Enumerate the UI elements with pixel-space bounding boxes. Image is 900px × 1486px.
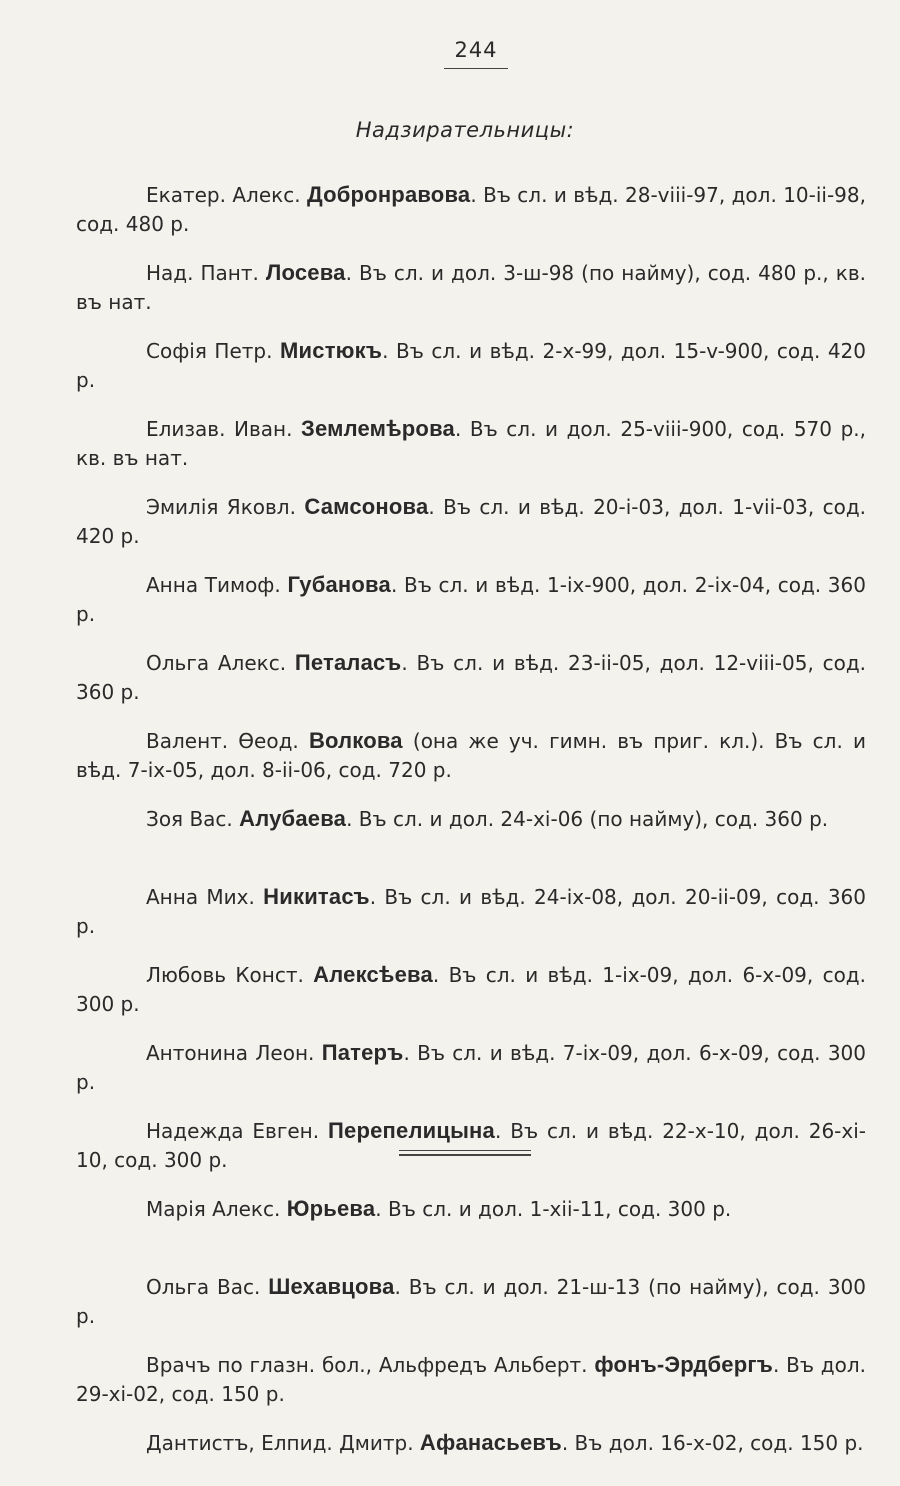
entry-prefix: Надежда Евген.: [146, 1119, 328, 1143]
entry-surname: Афанасьевъ: [419, 1430, 562, 1455]
page-number-rule: [444, 68, 508, 69]
entry-details: . Въ сл. и дол. 3-ш-98 (по найму), сод. 480 р., кв. въ нат.: [76, 261, 866, 314]
entry-surname: Волкова: [308, 728, 403, 753]
entry-details: . Въ сл. и вѣд. 20-i-03, дол. 1-vii-03, сод. 420 р.: [76, 495, 866, 548]
entry-prefix: Анна Мих.: [146, 885, 264, 909]
entry-prefix: Валент. Ѳеод.: [146, 729, 309, 753]
entry-surname: Алексѣева: [313, 962, 433, 987]
entry-surname: Никитасъ: [263, 884, 370, 909]
entry-prefix: Ольга Алекс.: [146, 651, 295, 675]
entry-surname: Алубаева: [239, 806, 347, 831]
entry-details: . Въ сл. и дол. 25-viii-900, сод. 570 р., кв. въ нат.: [76, 417, 866, 470]
footer-rule: [399, 1150, 531, 1156]
entry-prefix: Антонина Леон.: [146, 1041, 322, 1065]
entry-details: . Въ сл. и дол. 21-ш-13 (по найму), сод. 300 р.: [76, 1275, 866, 1328]
entry-surname: Самсонова: [304, 494, 429, 519]
entry-prefix: Любовь Конст.: [146, 963, 314, 987]
page-number: 244: [454, 38, 498, 62]
entry-details: . Въ сл. и дол. 24-xi-06 (по найму), сод. 360 р.: [346, 807, 829, 831]
entry-surname: Перепелицына: [328, 1118, 495, 1143]
entry-prefix: Ольга Вас.: [146, 1275, 269, 1299]
entry-prefix: Екатер. Алекс.: [146, 183, 307, 207]
entry: [76, 1350, 866, 1408]
entry-prefix: Эмилія Яковл.: [146, 495, 305, 519]
entry-surname: фонъ-Эрдбергъ: [594, 1352, 773, 1377]
entry: [76, 1038, 866, 1096]
entry-prefix: Софія Петр.: [146, 339, 281, 363]
entry: [76, 258, 866, 316]
entry-prefix: Врачъ по глазн. бол., Альфредъ Альберт.: [146, 1353, 595, 1377]
entry-details: . Въ сл. и вѣд. 22-х-10, дол. 26-xi-10, сод. 300 р.: [76, 1119, 867, 1172]
section-title: Надзирательницы:: [355, 118, 575, 142]
entry-details: . Въ сл. и вѣд. 23-ii-05, дол. 12-viii-05, сод. 360 р.: [76, 651, 867, 704]
entry: [76, 180, 866, 238]
entry: [76, 804, 866, 862]
entry: [76, 336, 866, 394]
entry-prefix: Зоя Вас.: [146, 807, 240, 831]
entry: [76, 1272, 866, 1330]
entry: [76, 414, 866, 472]
entry-details: . Въ сл. и дол. 1-xii-11, сод. 300 р.: [375, 1197, 732, 1221]
entry-prefix: Анна Тимоф.: [146, 573, 288, 597]
entry-details: . Въ дол. 16-х-02, сод. 150 р.: [561, 1431, 864, 1455]
entry-details: . Въ дол. 29-xi-02, сод. 150 р.: [76, 1353, 866, 1406]
entry-prefix: Марія Алекс.: [146, 1197, 287, 1221]
entry-details: . Въ сл. и вѣд. 24-ix-08, дол. 20-ii-09, сод. 360 р.: [76, 885, 866, 938]
entry-surname: Добронравова: [306, 182, 471, 207]
entry-surname: Юрьева: [286, 1196, 376, 1221]
entry-surname: Землемѣрова: [301, 416, 455, 441]
entry-prefix: Дантистъ, Елпид. Дмитр.: [146, 1431, 420, 1455]
entry-surname: Патеръ: [321, 1040, 404, 1065]
entry-surname: Шехавцова: [268, 1274, 395, 1299]
entry-details: . Въ сл. и вѣд. 7-ix-09, дол. 6-х-09, сод. 300 р.: [76, 1041, 866, 1094]
entry-surname: Мистюкъ: [280, 338, 383, 363]
entry-details: . Въ сл. и вѣд. 1-ix-900, дол. 2-ix-04, сод. 360 р.: [76, 573, 866, 626]
entry: [76, 1428, 866, 1486]
entry-details: (она же уч. гимн. въ приг. кл.). Въ сл. и вѣд. 7-ix-05, дол. 8-ii-06, сод. 720 р.: [76, 729, 866, 782]
entry-prefix: Над. Пант.: [146, 261, 266, 285]
entry: [76, 1194, 866, 1252]
entry: [76, 1116, 866, 1174]
entry-details: . Въ сл. и вѣд. 2-х-99, дол. 15-v-900, сод. 420 р.: [76, 339, 867, 392]
entry: [76, 882, 866, 940]
entry: [76, 648, 866, 706]
entry-prefix: Елизав. Иван.: [146, 417, 302, 441]
entry-details: . Въ сл. и вѣд. 28-viii-97, дол. 10-ii-98, сод. 480 р.: [76, 183, 866, 236]
entries-list: [76, 160, 866, 1486]
entry-surname: Петаласъ: [294, 650, 402, 675]
entry-details: . Въ сл. и вѣд. 1-ix-09, дол. 6-х-09, сод. 300 р.: [76, 963, 866, 1016]
entry: [76, 960, 866, 1018]
entry: [76, 492, 866, 550]
entry: [76, 726, 866, 784]
entry-surname: Губанова: [287, 572, 391, 597]
entry-surname: Лосева: [265, 260, 346, 285]
entry: [76, 570, 866, 628]
